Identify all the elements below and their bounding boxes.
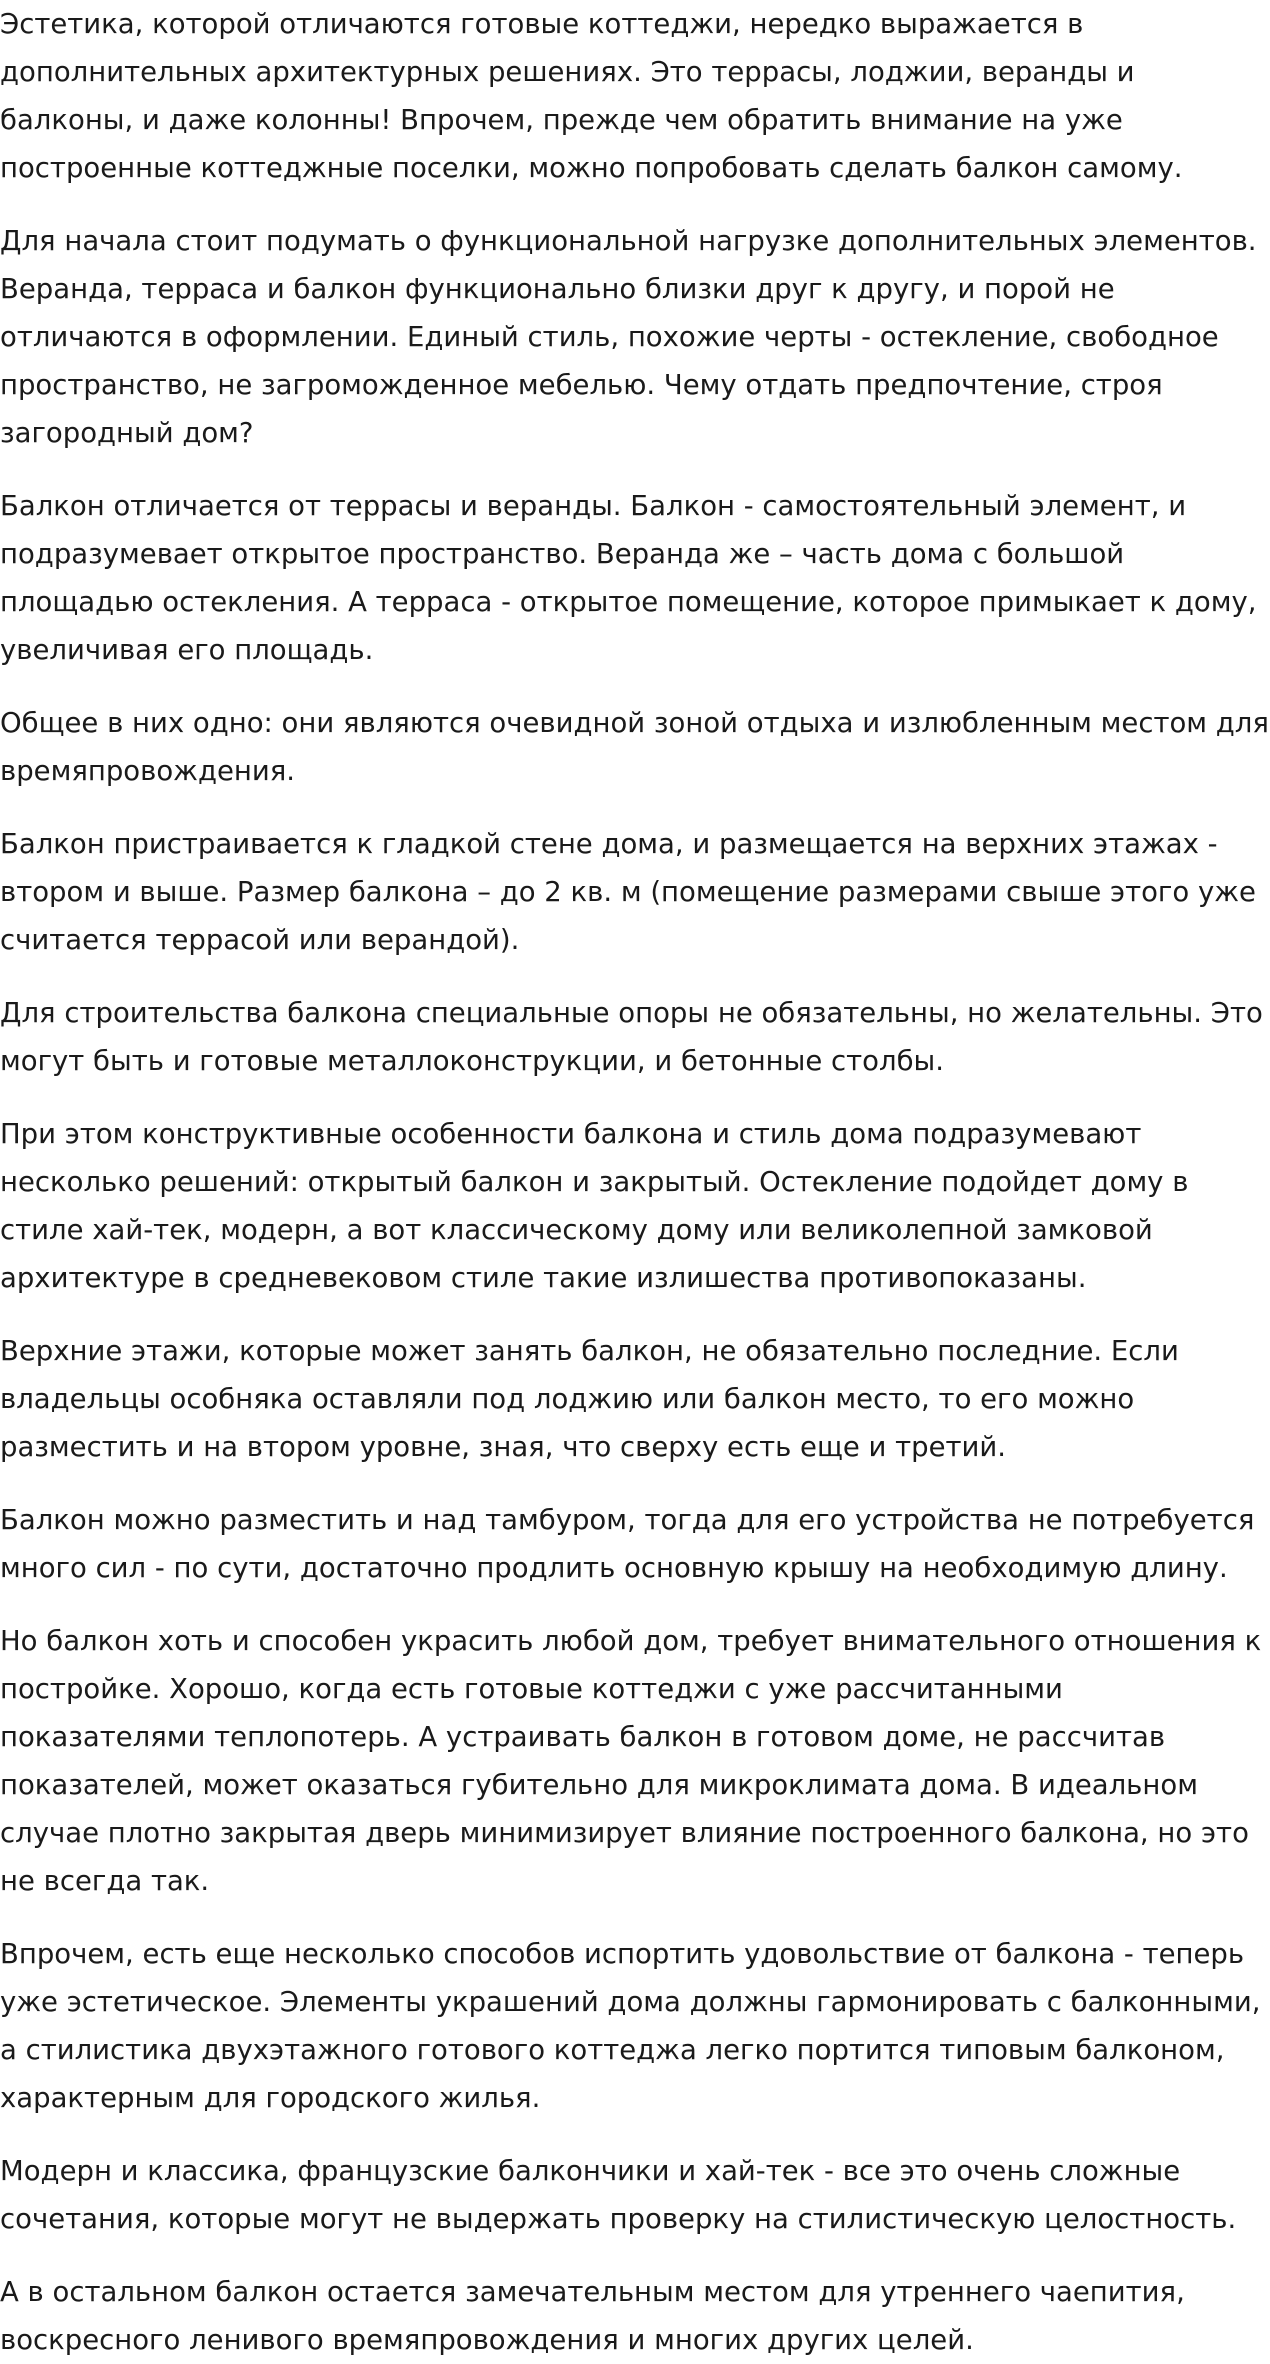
paragraph: Для начала стоит подумать о функциональной нагрузке дополнительных элементов. Веранда, терраса и балкон функционально близки друг к другу, и порой не отличаются в оформлении. Единый стиль, похожие черты - остекление, свободное пространство, не загроможденное мебелью. Чему отдать предпочтение, строя загородный дом? xyxy=(0,225,1257,449)
paragraph: Эстетика, которой отличаются готовые коттеджи, нередко выражается в дополнительных архитектурных решениях. Это террасы, лоджии, веранды и балконы, и даже колонны! Впрочем, прежде чем обратить внимание на уже построенные коттеджные поселки, можно попробовать сделать балкон самому. xyxy=(0,8,1183,184)
paragraph: Модерн и классика, французские балкончики и хай-тек - все это очень сложные сочетания, которые могут не выдержать проверку на стилистическую целостность. xyxy=(0,2155,1237,2235)
paragraph: Но балкон хоть и способен украсить любой дом, требует внимательного отношения к постройке. Хорошо, когда есть готовые коттеджи с уже рассчитанными показателями теплопотерь. А устраивать балкон в готовом доме, не рассчитав показателей, может оказаться губительно для микроклимата дома. В идеальном случае плотно закрытая дверь минимизирует влияние построенного балкона, но это не всегда так. xyxy=(0,1625,1262,1897)
paragraph: Верхние этажи, которые может занять балкон, не обязательно последние. Если владельцы особняка оставляли под лоджию или балкон место, то его можно разместить и на втором уровне, зная, что сверху есть еще и третий. xyxy=(0,1335,1179,1463)
paragraph: Общее в них одно: они являются очевидной зоной отдыха и излюбленным местом для времяпровождения. xyxy=(0,707,1269,787)
paragraph: Балкон отличается от террасы и веранды. Балкон - самостоятельный элемент, и подразумевает открытое пространство. Веранда же – часть дома с большой площадью остекления. А терраса - открытое помещение, которое примыкает к дому, увеличивая его площадь. xyxy=(0,490,1257,666)
paragraph: При этом конструктивные особенности балкона и стиль дома подразумевают несколько решений: открытый балкон и закрытый. Остекление подойдет дому в стиле хай-тек, модерн, а вот классическому дому или великолепной замковой архитектуре в средневековом стиле такие излишества противопоказаны. xyxy=(0,1118,1189,1294)
paragraph: Балкон пристраивается к гладкой стене дома, и размещается на верхних этажах - втором и выше. Размер балкона – до 2 кв. м (помещение размерами свыше этого уже считается террасой или верандой). xyxy=(0,828,1256,956)
paragraph: Для строительства балкона специальные опоры не обязательны, но желательны. Это могут быть и готовые металлоконструкции, и бетонные столбы. xyxy=(0,997,1263,1077)
paragraph: А в остальном балкон остается замечательным местом для утреннего чаепития, воскресного ленивого времяпровождения и многих других целей. xyxy=(0,2276,1185,2356)
paragraph: Впрочем, есть еще несколько способов испортить удовольствие от балкона - теперь уже эстетическое. Элементы украшений дома должны гармонировать с балконными, а стилистика двухэтажного готового коттеджа легко портится типовым балконом, характерным для городского жилья. xyxy=(0,1938,1261,2114)
paragraph: Балкон можно разместить и над тамбуром, тогда для его устройства не потребуется много сил - по сути, достаточно продлить основную крышу на необходимую длину. xyxy=(0,1504,1255,1584)
